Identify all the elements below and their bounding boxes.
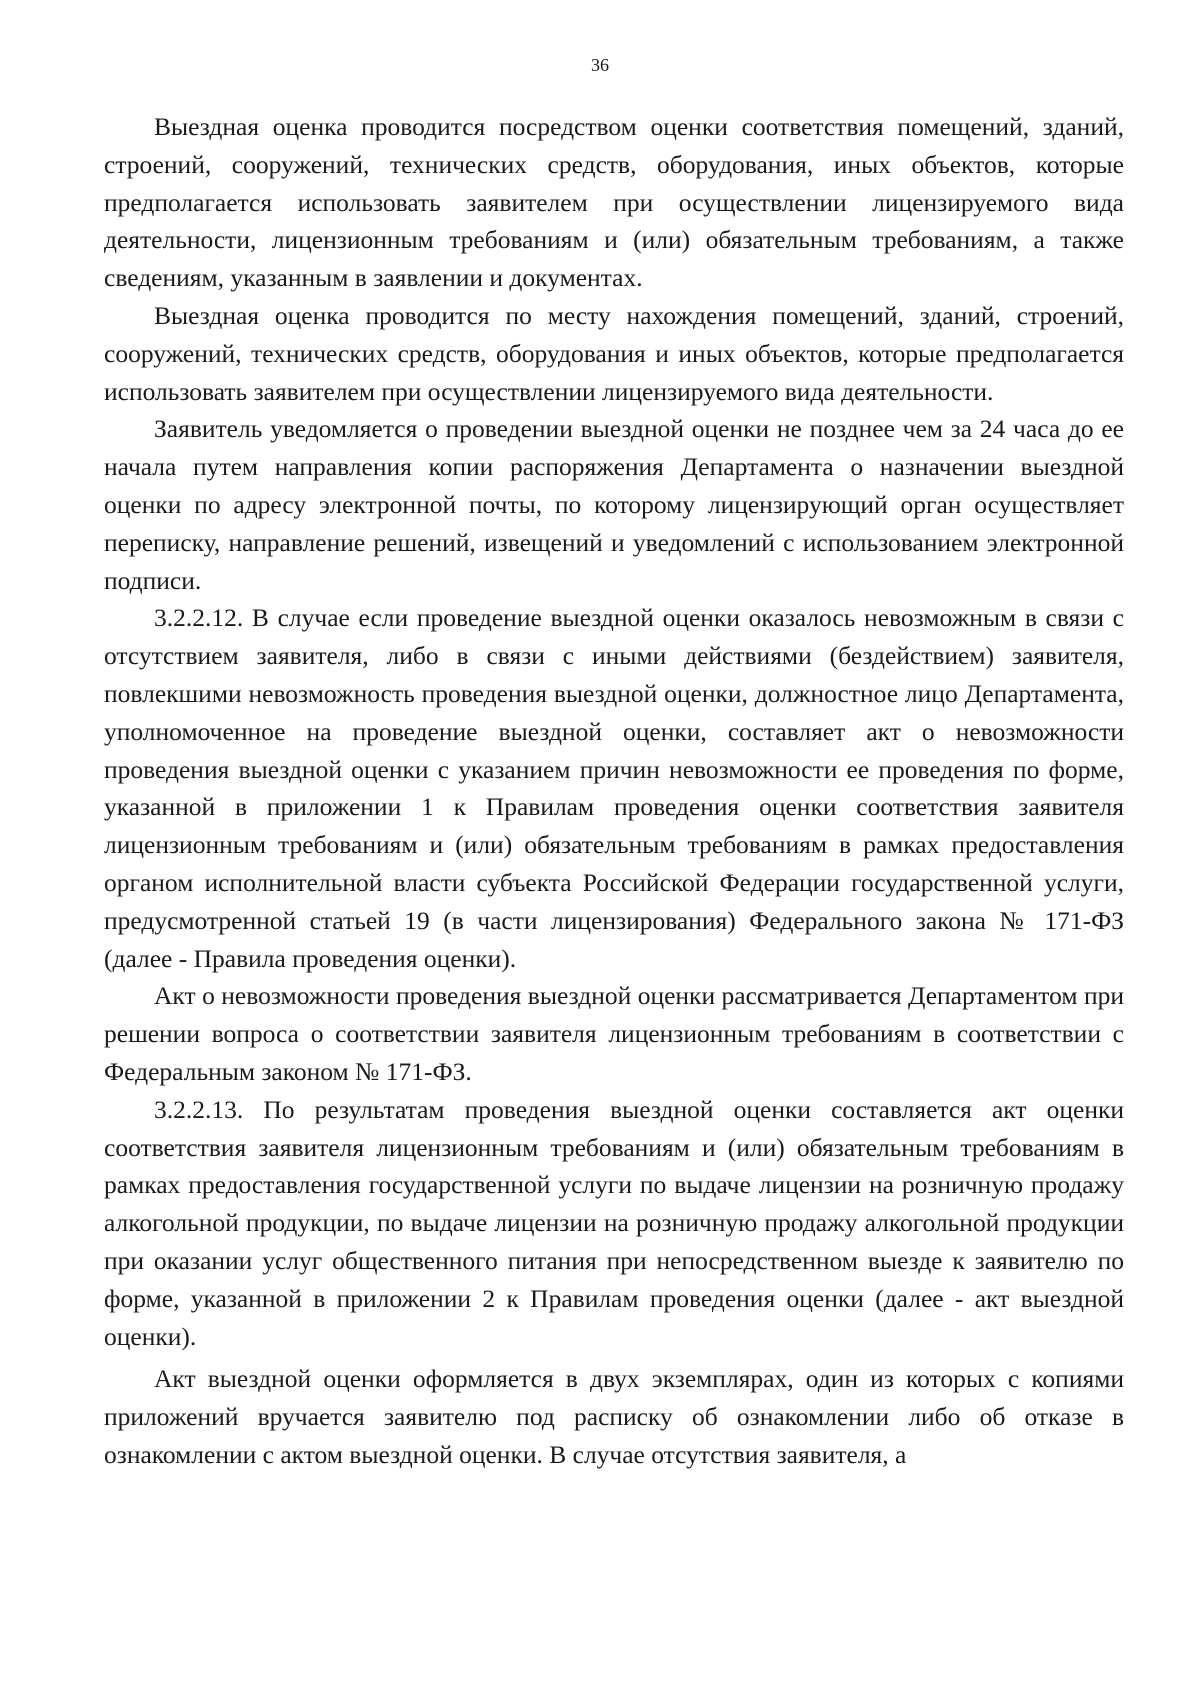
paragraph-onsite-assessment-location: Выездная оценка проводится по месту нахождения помещений, зданий, строений, сооружений, технических средств, оборудования и иных объектов, которые предполагается использовать заявителем при осуществлении лицензируемого вида деятельности. [104,300,1124,406]
paragraph-onsite-assessment-scope: Выездная оценка проводится посредством оценки соответствия помещений, зданий, строений, сооружений, технических средств, оборудования, иных объектов, которые предполагается использовать заявителем при осуществлении лицензируемого вида деятельности, лицензионным требованиям и (или) обязательным требованиям, а также сведениям, указанным в заявлении и документах. [104,112,1124,293]
paragraph-impossibility-act-review: Акт о невозможности проведения выездной оценки рассматривается Департаментом при решении вопроса о соответствии заявителя лицензионным требованиям в соответствии с Федеральным законом № 171-ФЗ. [104,981,1124,1086]
paragraph-3-2-2-13: 3.2.2.13. По результатам проведения выездной оценки составляется акт оценки соответствия заявителя лицензионным требованиям и (или) обязательным требованиям в рамках предоставления государственной услуги по выдаче лицензии на розничную продажу алкогольной продукции, по выдаче лицензии на розничную продажу алкогольной продукции при оказании услуг общественного питания при непосредственном выезде к заявителю по форме, указанной в приложении 2 к Правилам проведения оценки (далее - акт выездной оценки). [104,1094,1124,1351]
page-number: 36 [591,55,609,75]
paragraph-3-2-2-12: 3.2.2.12. В случае если проведение выездной оценки оказалось невозможным в связи с отсутствием заявителя, либо в связи с иными действиями (бездействием) заявителя, повлекшими невозможность проведения выездной оценки, должностное лицо Департамента, уполномоченное на проведение выездной оценки, составляет акт о невозможности проведения выездной оценки с указанием причин невозможности ее проведения по форме, указанной в приложении 1 к Правилам проведения оценки соответствия заявителя лицензионным требованиям и (или) обязательным требованиям в рамках предоставления органом исполнительной власти субъекта Российской Федерации государственной услуги, предусмотренной статьей 19 (в части лицензирования) Федерального закона № 171-ФЗ (далее - Правила проведения оценки). [104,603,1124,973]
document-body [104,108,1124,1474]
paragraph-applicant-notification: Заявитель уведомляется о проведении выездной оценки не позднее чем за 24 часа до ее начала путем направления копии распоряжения Департамента о назначении выездной оценки по адресу электронной почты, по которому лицензирующий орган осуществляет переписку, направление решений, извещений и уведомлений с использованием электронной подписи. [104,414,1124,595]
paragraph-assessment-act-copies: Акт выездной оценки оформляется в двух экземплярах, один из которых с копиями приложений вручается заявителю под расписку об ознакомлении либо об отказе в ознакомлении с актом выездной оценки. В случае отсутствия заявителя, а [104,1364,1124,1469]
